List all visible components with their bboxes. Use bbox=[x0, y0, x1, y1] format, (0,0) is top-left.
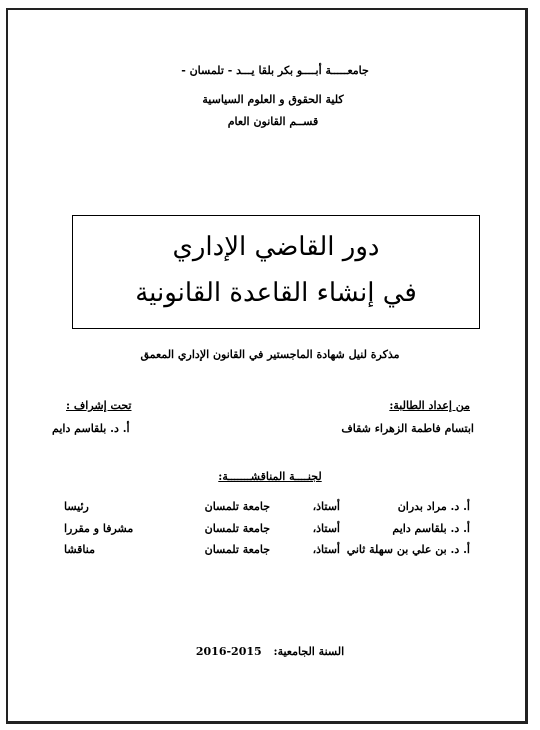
supervision-label: تحت إشراف : bbox=[66, 399, 132, 412]
committee-label: لجنــــة المناقشـــــــة: bbox=[218, 470, 322, 483]
thesis-subtitle: مذكرة لنيل شهادة الماجستير في القانون الإداري المعمق bbox=[140, 348, 400, 361]
committee-member-role: مشرفا و مقررا bbox=[64, 522, 134, 535]
committee-member-role: مناقشا bbox=[64, 543, 95, 556]
prepared-by-label: من إعداد الطالبة: bbox=[389, 399, 470, 412]
academic-year-label: السنة الجامعية: bbox=[273, 645, 345, 658]
committee-member-university: جامعة تلمسان bbox=[204, 522, 270, 535]
committee-member-rank: أستاذ، bbox=[312, 543, 340, 556]
committee-member-university: جامعة تلمسان bbox=[204, 500, 270, 513]
committee-member-rank: أستاذ، bbox=[312, 500, 340, 513]
department-name: قســم القانون العام bbox=[227, 115, 319, 128]
academic-year bbox=[0, 645, 540, 658]
faculty-name: كلية الحقوق و العلوم السياسية bbox=[202, 93, 344, 106]
committee-member-rank: أستاذ، bbox=[312, 522, 340, 535]
committee-member-university: جامعة تلمسان bbox=[204, 543, 270, 556]
committee-member-name: أ. د. بلقاسم دايم bbox=[392, 522, 470, 535]
thesis-title-line-1: دور القاضي الإداري bbox=[172, 232, 380, 262]
supervisor-name: أ. د. بلقاسم دايم bbox=[52, 422, 130, 435]
committee-member-role: رئيسا bbox=[64, 500, 89, 513]
academic-year-value: 2016-2015 bbox=[195, 645, 262, 658]
committee-member-name: أ. د. مراد بدران bbox=[397, 500, 470, 513]
university-name: جامعـــــة أبــــو بكر بلقا يـــد - تلمسان - bbox=[181, 64, 369, 77]
student-name: ابتسام فاطمة الزهراء شقاف bbox=[341, 422, 474, 435]
thesis-title-line-2: في إنشاء القاعدة القانونية bbox=[135, 278, 417, 308]
committee-member-name: أ. د. بن علي بن سهلة ثاني bbox=[346, 543, 470, 556]
title-box bbox=[72, 215, 480, 329]
